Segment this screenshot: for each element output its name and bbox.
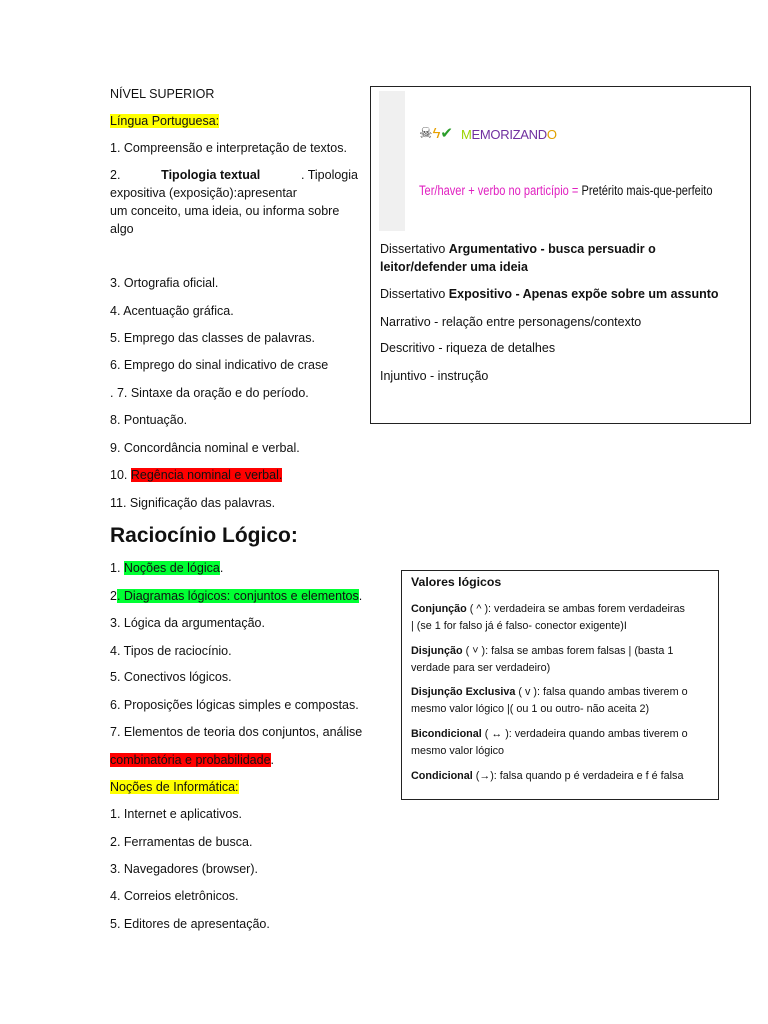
portugues-item-7: . 7. Sintaxe da oração e do período. — [110, 386, 309, 400]
bicondicional-desc: ( ↔ ): verdadeira quando ambas tiverem o — [481, 728, 688, 740]
conjuncao-line1 — [411, 601, 685, 618]
tipo-descritivo: Descritivo - riqueza de detalhes — [380, 341, 556, 355]
highlight-red: Regência nominal e verbal. — [130, 468, 283, 482]
raciocinio-logico-heading: Raciocínio Lógico: — [110, 524, 298, 547]
portugues-item-11: 11. Significação das palavras. — [110, 496, 276, 510]
bicondicional-label: Bicondicional — [411, 728, 482, 740]
informatica-heading — [110, 779, 239, 796]
highlight-green: Noções de lógica — [123, 561, 220, 575]
informatica-item-4: 4. Correios eletrônicos. — [110, 889, 239, 903]
highlight-yellow: Noções de Informática: — [110, 780, 239, 794]
tipo-bold: Argumentativo - busca persuadir o — [448, 242, 656, 256]
logico-item-2 — [110, 588, 362, 605]
valores-logicos-title-text: Valores lógicos — [411, 575, 502, 589]
portugues-item-6: 6. Emprego do sinal indicativo de crase — [110, 358, 329, 372]
logico-item-3: 3. Lógica da argumentação. — [110, 616, 265, 630]
logico-item-7-line1: 7. Elementos de teoria dos conjuntos, análise — [110, 725, 363, 739]
disjuncao-line1 — [411, 643, 673, 660]
condicional-label: Condicional — [411, 770, 473, 782]
disjuncao-label: Disjunção — [411, 645, 463, 657]
logico-item-4: 4. Tipos de raciocínio. — [110, 644, 232, 658]
rule-pink-text: Ter/haver + verbo no particípio = — [419, 183, 582, 198]
memorizando-image — [379, 91, 713, 231]
informatica-item-2: 2. Ferramentas de busca. — [110, 835, 253, 849]
portugues-item-9: 9. Concordância nominal e verbal. — [110, 441, 300, 455]
valores-logicos-title — [411, 574, 501, 591]
bicondicional-line1 — [411, 726, 688, 743]
tipo-injuntivo: Injuntivo - instrução — [380, 369, 489, 383]
condicional-line1 — [411, 768, 683, 785]
portugues-item-4: 4. Acentuação gráfica. — [110, 304, 234, 318]
conjuncao-line2: | (se 1 for falso já é falso- conector exigente)I — [411, 620, 627, 632]
logico-item-7-line2 — [110, 752, 274, 769]
disjuncao-desc: ( ˅ ): falsa se ambas forem falsas | (basta 1 — [462, 645, 674, 657]
title-middle: EMORIZAND — [471, 127, 547, 142]
portugues-item-8: 8. Pontuação. — [110, 413, 188, 427]
logico-item-2-number: 2 — [110, 589, 117, 603]
tipo-bold: Expositivo - Apenas expõe sobre um assunto — [448, 287, 719, 301]
memorizando-rule — [419, 183, 713, 199]
tipo-narrativo: Narrativo - relação entre personagens/contexto — [380, 315, 642, 329]
tipo-argumentativo-line2 — [380, 258, 528, 276]
conjuncao-desc: ( ^ ): verdadeira se ambas forem verdadeiras — [466, 603, 685, 615]
portugues-item-2-line1 — [110, 167, 358, 184]
portugues-item-2-line2: expositiva (exposição):apresentar — [110, 186, 297, 200]
condicional-desc: (→): falsa quando p é verdadeira e f é falsa — [472, 770, 684, 782]
logico-item-1 — [110, 560, 223, 577]
check-icon: ✔ — [440, 125, 453, 142]
tipo-prefix: Dissertativo — [380, 242, 449, 256]
portugues-item-5: 5. Emprego das classes de palavras. — [110, 331, 315, 345]
title-last-letter: O — [546, 127, 557, 142]
highlight-yellow: Língua Portuguesa: — [110, 114, 220, 128]
tipos-de-texto-box — [370, 86, 751, 424]
portugues-item-2-line3: um conceito, uma ideia, ou informa sobre — [110, 204, 340, 218]
logico-item-1-number: 1. — [110, 561, 124, 575]
portugues-item-2-line4: algo — [110, 222, 134, 236]
conjuncao-label: Conjunção — [411, 603, 467, 615]
tipo-argumentativo-line1 — [380, 240, 656, 258]
item-10-number: 10. — [110, 468, 131, 482]
bicondicional-line2: mesmo valor lógico — [411, 745, 505, 757]
disjuncao-exclusiva-label: Disjunção Exclusiva — [411, 686, 516, 698]
lingua-portuguesa-heading — [110, 113, 219, 130]
informatica-item-1: 1. Internet e aplicativos. — [110, 807, 243, 821]
skull-icon: ☠ — [419, 125, 433, 142]
informatica-item-5: 5. Editores de apresentação. — [110, 917, 270, 931]
rule-dark-text: Pretérito mais-que-perfeito — [581, 183, 713, 198]
item-2-number: 2. — [110, 168, 121, 182]
logico-item-2-after: . — [358, 589, 363, 603]
tipo-bold-line2: leitor/defender uma ideia — [380, 260, 528, 274]
logico-item-1-after: . — [219, 561, 224, 575]
image-edge-stripe — [379, 91, 405, 231]
disjuncao-line2: verdade para ser verdadeiro) — [411, 662, 551, 674]
portugues-item-10 — [110, 467, 282, 484]
nivel-superior-text: NÍVEL SUPERIOR — [110, 87, 215, 101]
memorizando-title — [461, 127, 557, 143]
memorizando-icons — [419, 125, 453, 143]
disjuncao-exclusiva-line2: mesmo valor lógico |( ou 1 ou outro- não aceita 2) — [411, 703, 650, 715]
tipo-prefix: Dissertativo — [380, 287, 449, 301]
lightning-icon: ϟ — [432, 125, 441, 142]
logico-item-5: 5. Conectivos lógicos. — [110, 670, 232, 684]
highlight-green: . Diagramas lógicos: conjuntos e elementos — [116, 589, 359, 603]
tipo-expositivo — [380, 285, 719, 303]
highlight-red: combinatória e probabilidade — [110, 753, 271, 767]
title-first-letter: M — [461, 127, 472, 142]
tipologia-textual-bold: Tipologia textual — [161, 168, 261, 182]
logico-item-6: 6. Proposições lógicas simples e compostas. — [110, 698, 359, 712]
item-2-after: . Tipologia — [301, 168, 358, 182]
logico-item-7-after: . — [270, 753, 275, 767]
item-2-bold-wrap — [161, 167, 260, 184]
portugues-item-3: 3. Ortografia oficial. — [110, 276, 219, 290]
valores-logicos-box — [401, 570, 719, 800]
disjuncao-exclusiva-line1 — [411, 684, 688, 701]
portugues-item-1: 1. Compreensão e interpretação de textos. — [110, 141, 347, 155]
disjuncao-exclusiva-desc: ( v ): falsa quando ambas tiverem o — [515, 686, 688, 698]
informatica-item-3: 3. Navegadores (browser). — [110, 862, 258, 876]
